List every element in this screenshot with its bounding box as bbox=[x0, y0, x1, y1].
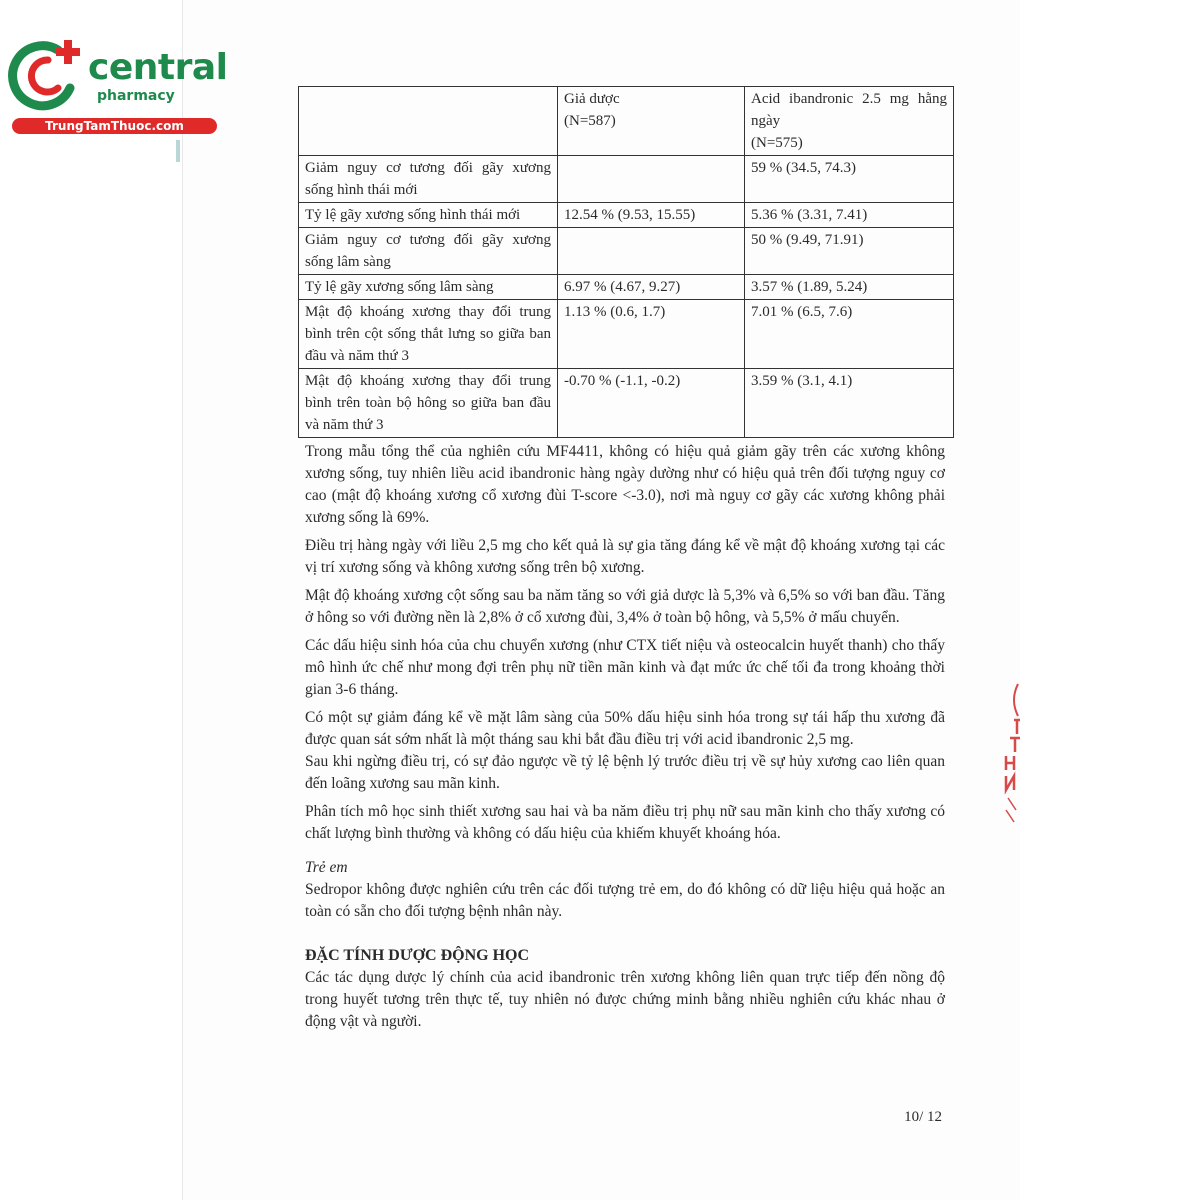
pharmacokinetics-heading: ĐẶC TÍNH DƯỢC ĐỘNG HỌC bbox=[305, 947, 530, 964]
table-cell-label: Tỷ lệ gãy xương sống hình thái mới bbox=[299, 203, 558, 228]
table-cell-label: Mật độ khoáng xương thay đổi trung bình trên toàn bộ hông so giữa ban đầu và năm thứ 3 bbox=[299, 369, 558, 438]
table-cell-label: Giảm nguy cơ tương đối gãy xương sống lâm sàng bbox=[299, 228, 558, 275]
paragraph: Có một sự giảm đáng kể về mặt lâm sàng của 50% dấu hiệu sinh hóa trong sự tái hấp thu xương đã được quan sát sớm nhất là một tháng sau khi bắt đầu điều trị với acid ibandronic 2,5 mg. bbox=[305, 709, 945, 748]
table-cell-placebo: 6.97 % (4.67, 9.27) bbox=[558, 275, 745, 300]
table-row bbox=[299, 300, 954, 369]
logo-mark-icon bbox=[8, 36, 90, 116]
paragraph: Phân tích mô học sinh thiết xương sau hai và ba năm điều trị phụ nữ sau mãn kinh cho thấy xương có chất lượng bình thường và không có dấu hiệu của khiếm khuyết khoáng hóa. bbox=[305, 803, 945, 842]
table-cell-ibandronic: 5.36 % (3.31, 7.41) bbox=[745, 203, 954, 228]
document-body bbox=[305, 441, 945, 1039]
table-row bbox=[299, 369, 954, 438]
table-row bbox=[299, 275, 954, 300]
paragraph: Các tác dụng dược lý chính của acid ibandronic trên xương không liên quan trực tiếp đến nồng độ trong huyết tương trên thực tế, tuy nhiên nó được chứng minh bằng nhiều nghiên cứu khác nhau ở động vật và người. bbox=[305, 969, 945, 1030]
table-cell-label: Tỷ lệ gãy xương sống lâm sàng bbox=[299, 275, 558, 300]
table-header-cell bbox=[745, 87, 954, 156]
page-number: 10/ 12 bbox=[904, 1109, 942, 1125]
children-subheading: Trẻ em bbox=[305, 859, 348, 876]
table-cell-placebo bbox=[558, 228, 745, 275]
table-cell-ibandronic: 59 % (34.5, 74.3) bbox=[745, 156, 954, 203]
table-cell-ibandronic: 3.57 % (1.89, 5.24) bbox=[745, 275, 954, 300]
logo-sub-text: pharmacy bbox=[97, 88, 175, 104]
table-cell-placebo bbox=[558, 156, 745, 203]
paragraph: Trong mẫu tổng thể của nghiên cứu MF4411, không có hiệu quả giảm gãy trên các xương không xương sống, tuy nhiên liều acid ibandronic hàng ngày dường như có hiệu quả trên đối tượng nguy cơ cao (mật độ khoáng xương cổ xương đùi T-score <-3.0), nơi mà nguy cơ gãy các xương không phải xương sống là 69%. bbox=[305, 443, 945, 526]
central-pharmacy-logo bbox=[8, 36, 228, 136]
table-row bbox=[299, 203, 954, 228]
scan-mark bbox=[176, 140, 180, 162]
logo-site-url: TrungTamThuoc.com bbox=[12, 118, 217, 134]
table-cell-label: Giảm nguy cơ tương đối gãy xương sống hình thái mới bbox=[299, 156, 558, 203]
table-header-cell bbox=[558, 87, 745, 156]
paragraph: Sau khi ngừng điều trị, có sự đảo ngược về tỷ lệ bệnh lý trước điều trị về sự hủy xương cao liên quan đến loãng xương sau mãn kinh. bbox=[305, 753, 945, 792]
logo-brand-text: central bbox=[88, 47, 228, 88]
table-cell-ibandronic: 3.59 % (3.1, 4.1) bbox=[745, 369, 954, 438]
table-header-row bbox=[299, 87, 954, 156]
table-row bbox=[299, 228, 954, 275]
efficacy-results-table bbox=[298, 86, 954, 438]
table-cell-label: Mật độ khoáng xương thay đổi trung bình trên cột sống thắt lưng so giữa ban đầu và năm thứ 3 bbox=[299, 300, 558, 369]
stamp-fragment bbox=[1000, 680, 1024, 840]
paragraph: Mật độ khoáng xương cột sống sau ba năm tăng so với giả dược là 5,3% và 6,5% so với ban đầu. Tăng ở hông so với đường nền là 2,8% ở cổ xương đùi, 3,4% ở toàn bộ hông, và 5,5% ở mấu chuyển. bbox=[305, 587, 945, 626]
table-cell-ibandronic: 50 % (9.49, 71.91) bbox=[745, 228, 954, 275]
table-cell-placebo: 12.54 % (9.53, 15.55) bbox=[558, 203, 745, 228]
table-cell-placebo: 1.13 % (0.6, 1.7) bbox=[558, 300, 745, 369]
paragraph: Điều trị hàng ngày với liều 2,5 mg cho kết quả là sự gia tăng đáng kể về mật độ khoáng xương tại các vị trí xương sống và không xương sống trên bộ xương. bbox=[305, 537, 945, 576]
header-placebo: Giả dược (N=587) bbox=[564, 91, 620, 129]
table-cell-placebo: -0.70 % (-1.1, -0.2) bbox=[558, 369, 745, 438]
header-ibandronic: Acid ibandronic 2.5 mg hằng ngày (N=575) bbox=[751, 91, 947, 151]
table-row bbox=[299, 156, 954, 203]
paragraph: Sedropor không được nghiên cứu trên các đối tượng trẻ em, do đó không có dữ liệu hiệu quả hoặc an toàn có sẵn cho đối tượng bệnh nhân này. bbox=[305, 881, 945, 920]
stamp-mark-icon bbox=[1000, 680, 1024, 840]
paragraph: Các dấu hiệu sinh hóa của chu chuyển xương (như CTX tiết niệu và osteocalcin huyết thanh) cho thấy mô hình ức chế như mong đợi trên phụ nữ tiền mãn kinh và đạt mức ức chế tối đa trong khoảng thời gian 3-6 tháng. bbox=[305, 637, 945, 698]
table-cell-ibandronic: 7.01 % (6.5, 7.6) bbox=[745, 300, 954, 369]
table-header-cell bbox=[299, 87, 558, 156]
